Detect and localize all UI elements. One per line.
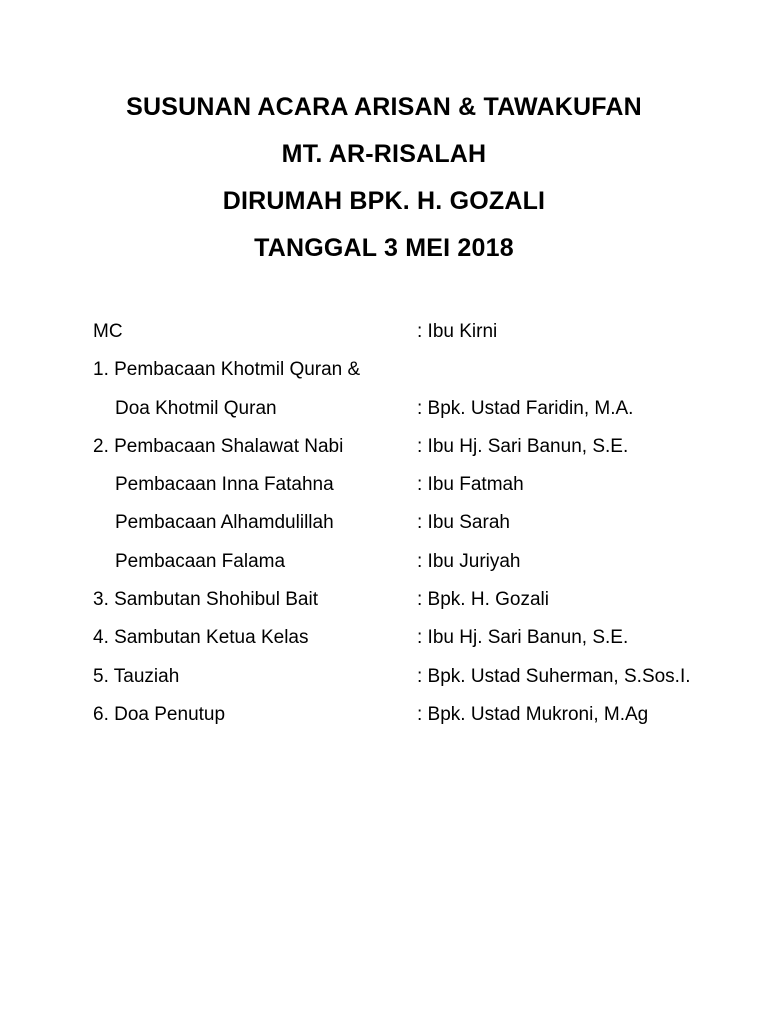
program-value: : Bpk. Ustad Mukroni, M.Ag [417,703,649,725]
document-header [0,84,768,272]
program-label: Pembacaan Alhamdulillah [115,512,334,534]
program-label: 6. Doa Penutup [93,703,226,725]
program-label: MC [93,321,123,342]
program-label: 1. Pembacaan Khotmil Quran & [93,359,361,381]
program-value: : Bpk. Ustad Suherman, S.Sos.I. [417,665,691,687]
program-label: 3. Sambutan Shohibul Bait [93,589,318,611]
program-row-sambutan-shohibul [93,581,753,619]
program-label: Pembacaan Inna Fatahna [115,474,334,496]
program-value: : Ibu Kirni [417,321,498,342]
program-row-alhamdulillah [93,504,753,542]
title-event: SUSUNAN ACARA ARISAN & TAWAKUFAN [126,93,642,121]
program-label: Pembacaan Falama [115,550,286,572]
program-row-mc [93,313,753,351]
program-row-doa-khotmil [93,390,753,428]
program-value: : Ibu Sarah [417,512,510,534]
program-list [93,313,753,734]
program-row-falama [93,543,753,581]
program-value: : Ibu Hj. Sari Banun, S.E. [417,627,629,649]
program-label: 5. Tauziah [93,665,180,687]
program-value: : Ibu Juriyah [417,550,521,572]
program-row-shalawat [93,428,753,466]
program-row-khotmil [93,351,753,389]
program-label: 4. Sambutan Ketua Kelas [93,627,309,649]
program-label: Doa Khotmil Quran [115,397,277,419]
program-row-sambutan-ketua [93,619,753,657]
title-venue: DIRUMAH BPK. H. GOZALI [222,187,546,215]
program-value: : Ibu Fatmah [417,474,524,496]
program-value: : Ibu Hj. Sari Banun, S.E. [417,435,629,457]
program-label: 2. Pembacaan Shalawat Nabi [93,435,344,457]
program-value: : Bpk. Ustad Faridin, M.A. [417,397,634,419]
program-row-tauziah [93,658,753,696]
program-row-inna-fatahna [93,466,753,504]
program-value: : Bpk. H. Gozali [417,589,549,611]
program-row-doa-penutup [93,696,753,734]
title-date: TANGGAL 3 MEI 2018 [254,234,514,262]
title-organization: MT. AR-RISALAH [281,140,487,168]
